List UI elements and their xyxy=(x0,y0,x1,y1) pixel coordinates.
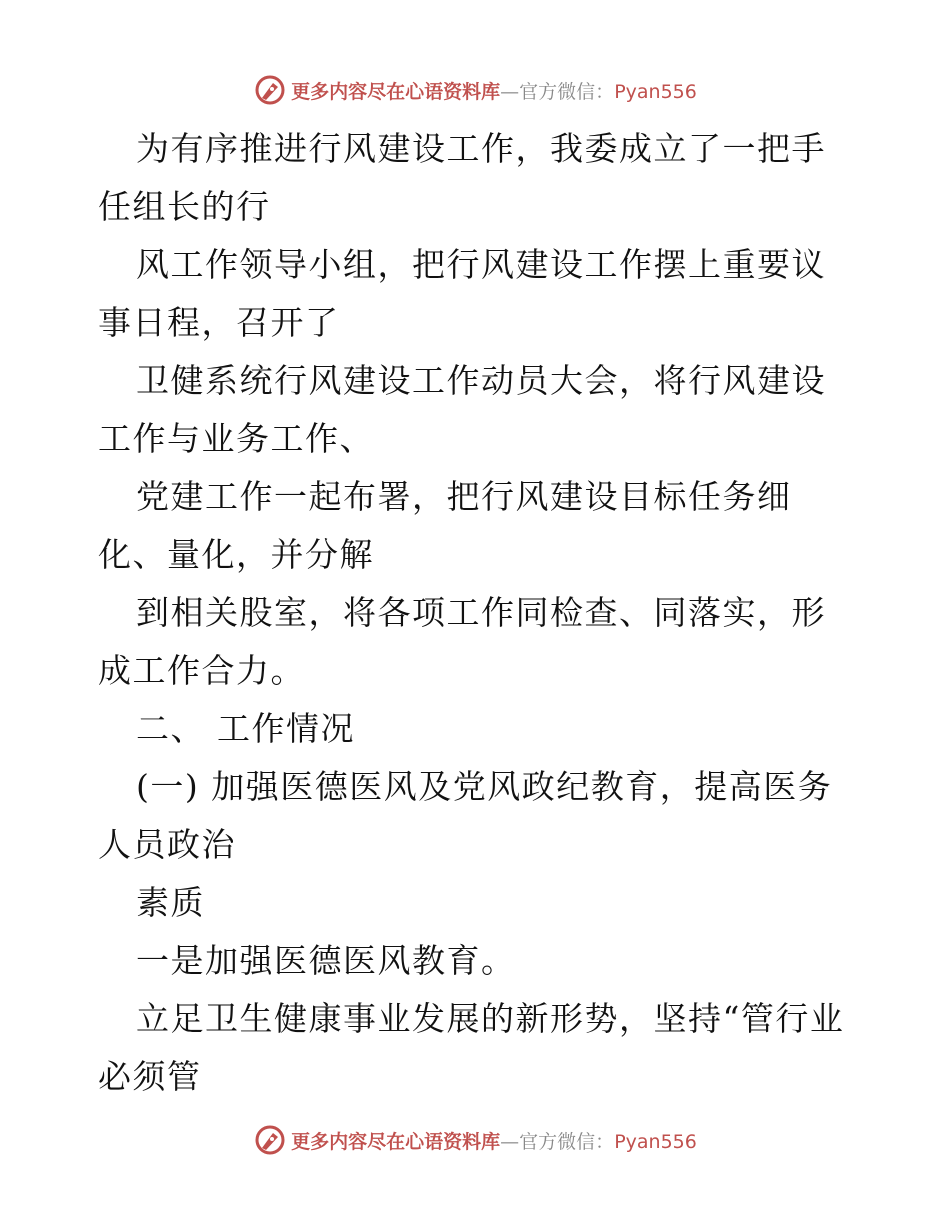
footer-watermark xyxy=(0,1122,950,1158)
paragraph: 素质 xyxy=(136,883,205,922)
paragraph: 风工作领导小组，把行风建设工作摆上重要议事日程，召开了 xyxy=(98,245,826,342)
watermark-separator: — xyxy=(500,80,520,103)
subsection-heading: (一) 加强医德医风及党风政纪教育，提高医务人员政治 xyxy=(98,767,833,864)
watermark-wechat-id: Pyan556 xyxy=(614,1130,697,1153)
watermark-separator: — xyxy=(500,1130,520,1153)
paragraph: 卫健系统行风建设工作动员大会，将行风建设工作与业务工作、 xyxy=(98,361,826,458)
pen-nib-logo-icon xyxy=(253,1123,287,1157)
watermark-wechat-label: 官方微信： xyxy=(519,1130,615,1153)
watermark-text xyxy=(291,77,697,104)
paragraph: 为有序推进行风建设工作，我委成立了一把手任组长的行 xyxy=(98,129,826,226)
watermark-wechat-label: 官方微信： xyxy=(519,80,615,103)
document-body xyxy=(98,120,858,1106)
paragraph: 一是加强医德医风教育。 xyxy=(136,941,516,980)
watermark-wechat-id: Pyan556 xyxy=(614,80,697,103)
header-watermark xyxy=(0,72,950,108)
paragraph: 立足卫生健康事业发展的新形势，坚持“管行业必须管 xyxy=(98,999,845,1096)
watermark-text xyxy=(291,1127,697,1154)
watermark-title: 更多内容尽在心语资料库 xyxy=(291,1130,501,1153)
pen-nib-logo-icon xyxy=(253,73,287,107)
paragraph: 到相关股室，将各项工作同检查、同落实，形成工作合力。 xyxy=(98,593,826,690)
section-heading: 二、 工作情况 xyxy=(136,709,355,748)
paragraph: 党建工作一起布署，把行风建设目标任务细化、量化，并分解 xyxy=(98,477,792,574)
watermark-title: 更多内容尽在心语资料库 xyxy=(291,80,501,103)
